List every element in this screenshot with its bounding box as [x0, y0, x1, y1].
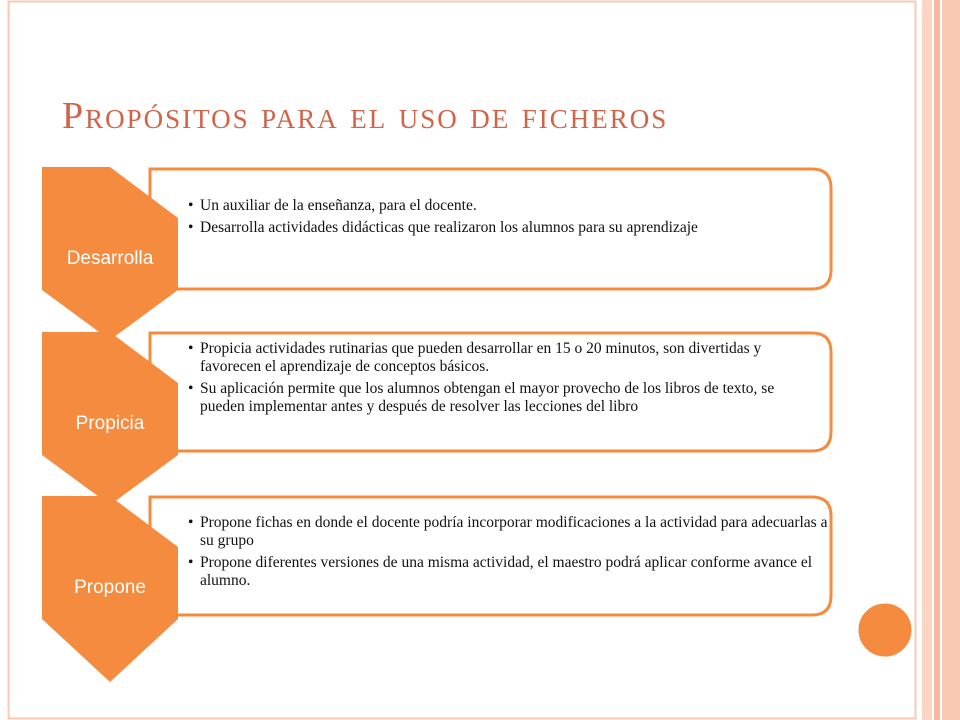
step-label-propone: Propone — [74, 577, 146, 598]
bullet-item: • Propone fichas en donde el docente podría incorporar modificaciones a la actividad para adecuarlas a su grupo — [188, 514, 828, 550]
decorative-circle — [857, 602, 913, 658]
step-label-desarrolla: Desarrolla — [66, 248, 154, 269]
bullet-item: • Desarrolla actividades didácticas que realizaron los alumnos para su aprendizaje — [188, 219, 818, 237]
right-stripe-2 — [934, 0, 940, 720]
slide-title: Propósitos para el uso de ficheros — [62, 95, 669, 137]
card-text-desarrolla — [188, 197, 818, 241]
card-text-propone — [188, 514, 828, 594]
right-stripe-1 — [922, 0, 932, 720]
step-label-propicia: Propicia — [75, 413, 145, 434]
bullet-item: • Propone diferentes versiones de una misma actividad, el maestro podrá aplicar conforme avance el alumno. — [188, 554, 828, 590]
right-stripe-3 — [942, 0, 960, 720]
bullet-item: • Propicia actividades rutinarias que pueden desarrollar en 15 o 20 minutos, son divertidas y favorecen el aprendizaje de conceptos básicos. — [188, 340, 818, 376]
card-text-propicia — [188, 340, 818, 420]
bullet-item: • Su aplicación permite que los alumnos obtengan el mayor provecho de los libros de texto, se pueden implementar antes y después de resolver las lecciones del libro — [188, 380, 818, 416]
bullet-item: • Un auxiliar de la enseñanza, para el docente. — [188, 197, 818, 215]
